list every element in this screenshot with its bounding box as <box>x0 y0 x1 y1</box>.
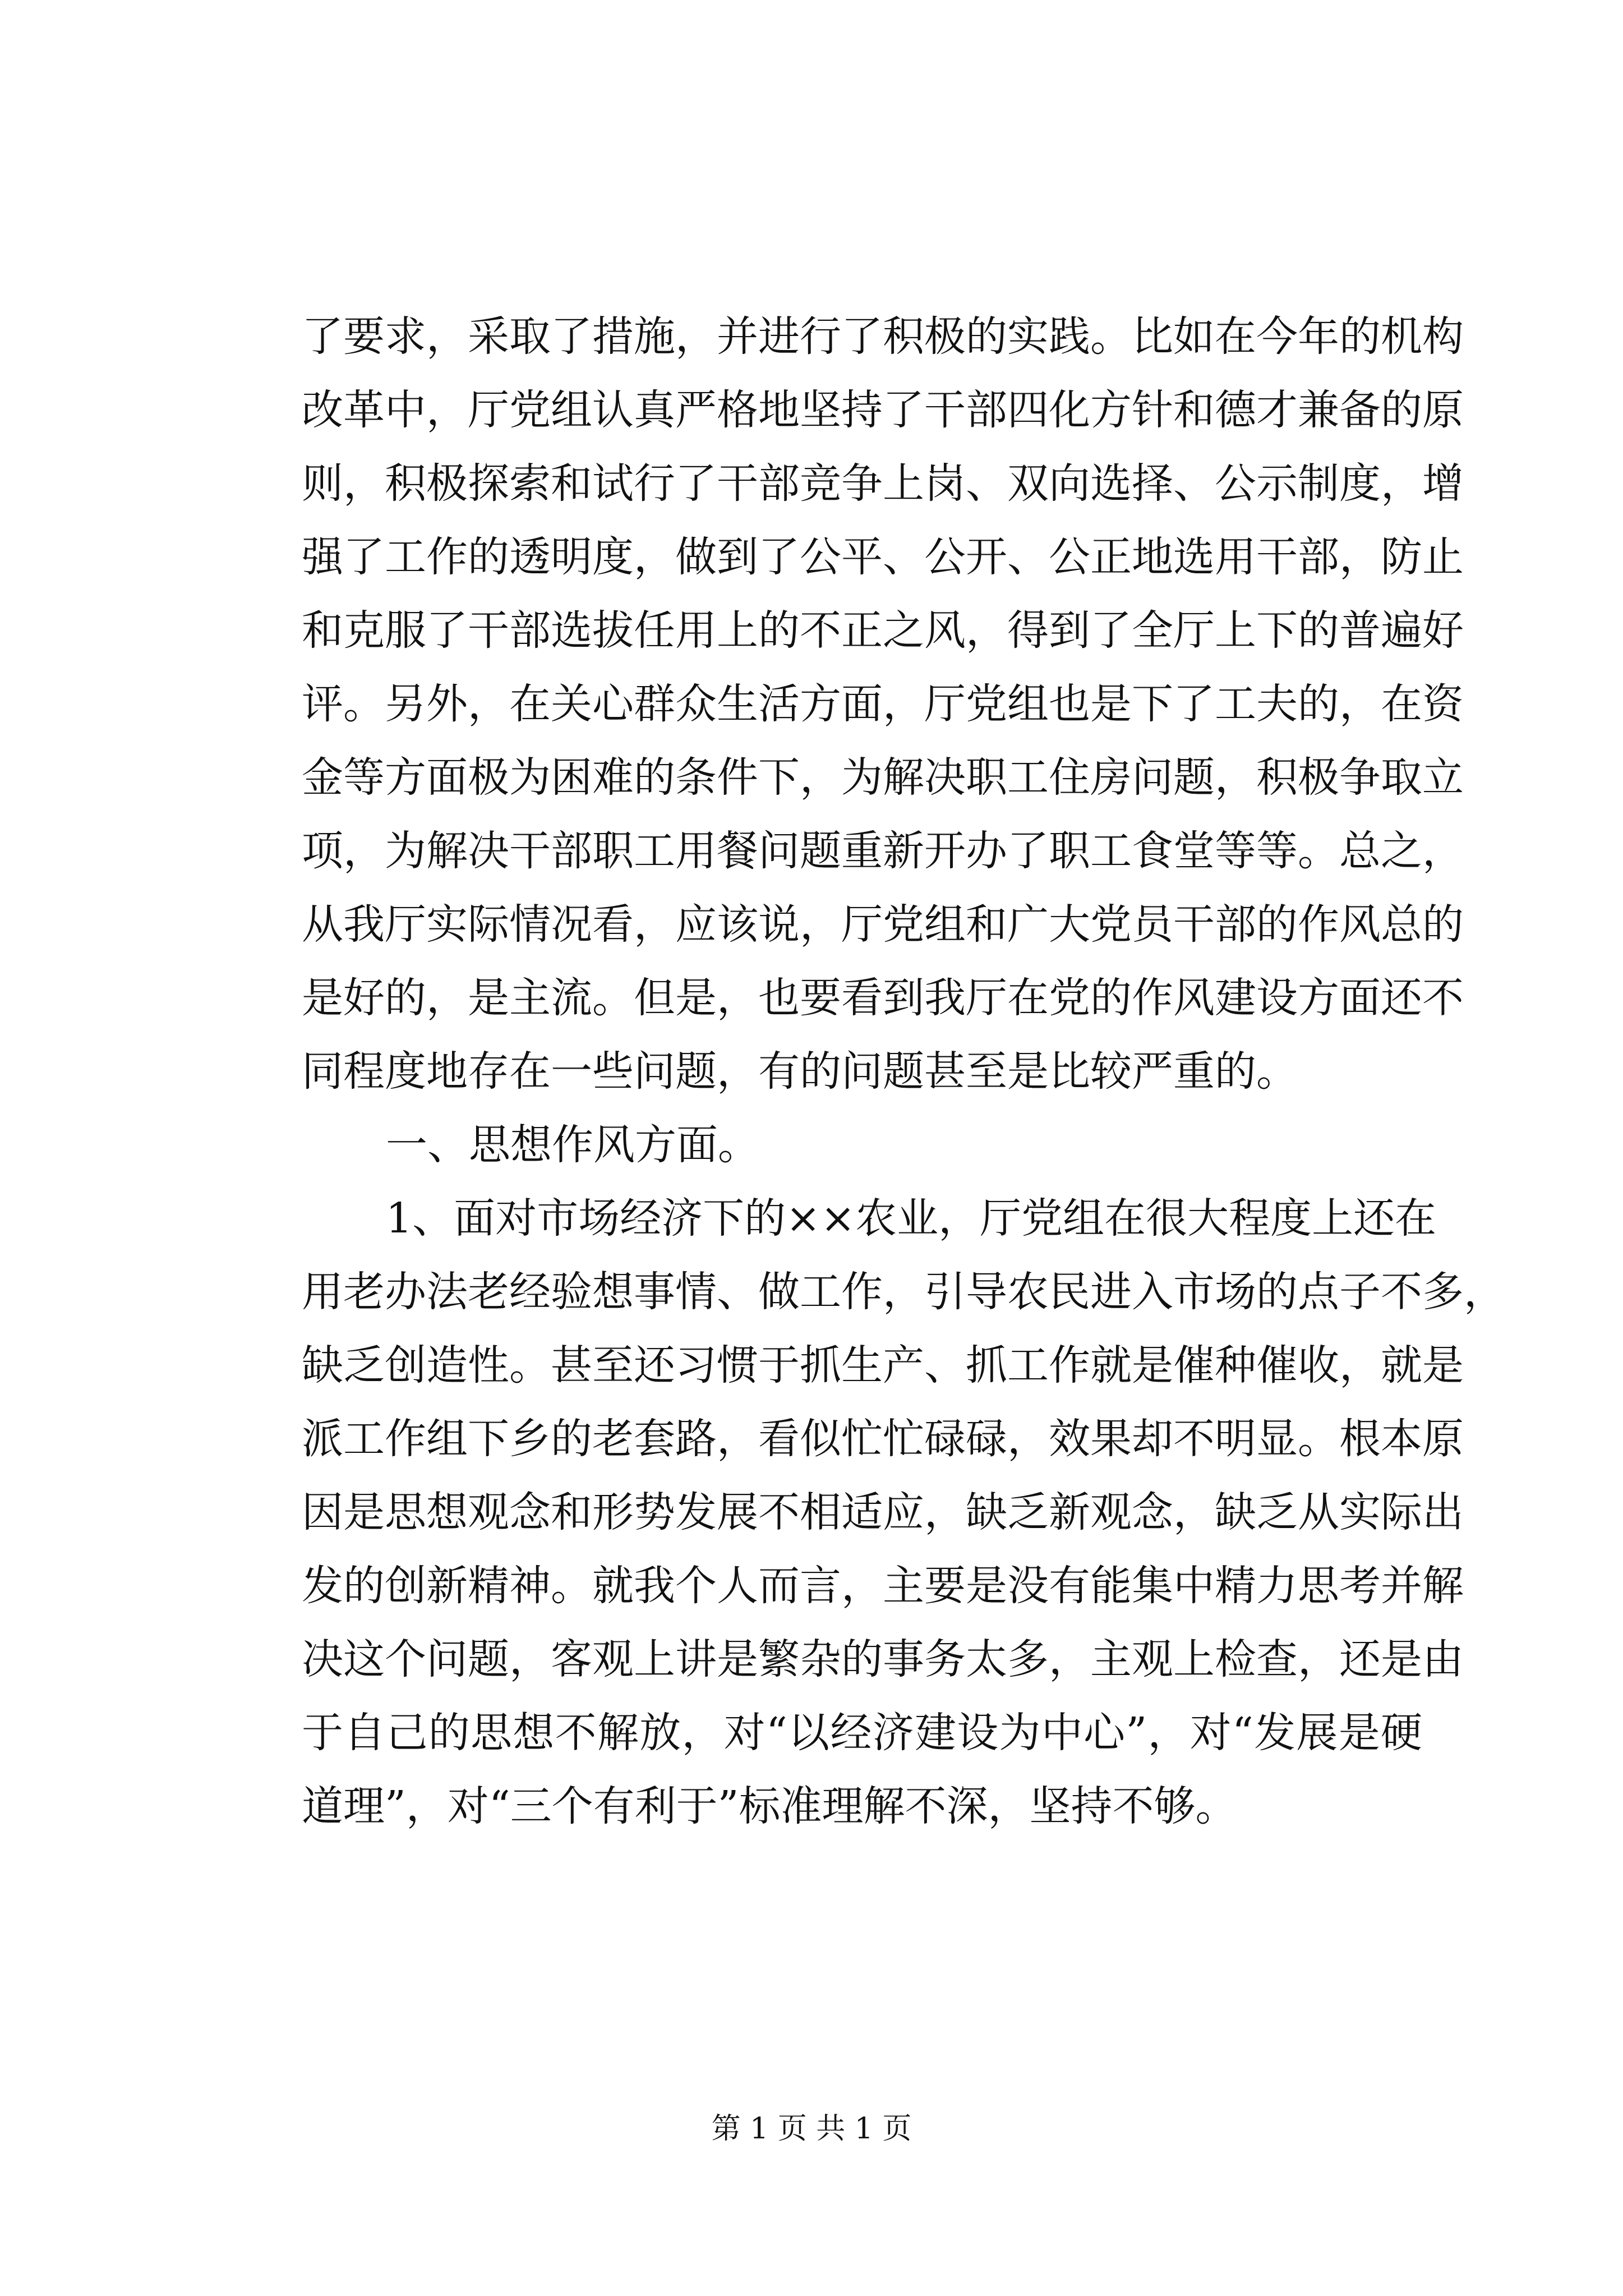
paragraph-line: 项，为解决干部职工用餐问题重新开办了职工食堂等等。总之， <box>302 827 1464 875</box>
document-body <box>302 300 1505 1843</box>
paragraph-line: 改革中，厅党组认真严格地坚持了干部四化方针和德才兼备的原 <box>302 386 1464 434</box>
paragraph-line: 派工作组下乡的老套路，看似忙忙碌碌，效果却不明显。根本原 <box>302 1415 1464 1463</box>
paragraph-line: 道理”，对“三个有利于”标准理解不深，坚持不够。 <box>302 1782 1237 1830</box>
paragraph-line: 同程度地存在一些问题，有的问题甚至是比较严重的。 <box>302 1047 1298 1096</box>
paragraph-line: 了要求，采取了措施，并进行了积极的实践。比如在今年的机构 <box>302 312 1464 361</box>
paragraph-line: 强了工作的透明度，做到了公平、公开、公正地选用干部，防止 <box>302 533 1464 581</box>
paragraph-line: 缺乏创造性。甚至还习惯于抓生产、抓工作就是催种催收，就是 <box>302 1341 1464 1389</box>
paragraph-line: 从我厅实际情况看，应该说，厅党组和广大党员干部的作风总的 <box>302 900 1464 949</box>
paragraph-line: 和克服了干部选拔任用上的不正之风，得到了全厅上下的普遍好 <box>302 606 1464 655</box>
paragraph-line: 因是思想观念和形势发展不相适应，缺乏新观念，缺乏从实际出 <box>302 1488 1464 1536</box>
paragraph-line: 决这个问题，客观上讲是繁杂的事务太多，主观上检查，还是由 <box>302 1635 1464 1683</box>
paragraph-line: 用老办法老经验想事情、做工作，引导农民进入市场的点子不多， <box>302 1268 1505 1316</box>
paragraph-line: 是好的，是主流。但是，也要看到我厅在党的作风建设方面还不 <box>302 974 1464 1022</box>
section-heading: 一、思想作风方面。 <box>386 1121 759 1169</box>
page-number-label: 第 1 页 共 1 页 <box>711 2112 912 2146</box>
paragraph-line: 于自己的思想不解放，对“以经济建设为中心”，对“发展是硬 <box>302 1709 1422 1757</box>
paragraph-line: 发的创新精神。就我个人而言，主要是没有能集中精力思考并解 <box>302 1562 1464 1610</box>
paragraph-line: 1、面对市场经济下的××农业，厅党组在很大程度上还在 <box>386 1194 1437 1243</box>
paragraph-line: 金等方面极为困难的条件下，为解决职工住房问题，积极争取立 <box>302 753 1464 802</box>
paragraph-line: 评。另外，在关心群众生活方面，厅党组也是下了工夫的，在资 <box>302 680 1464 728</box>
page-footer <box>0 2109 1623 2148</box>
paragraph-line: 则，积极探索和试行了干部竞争上岗、双向选择、公示制度，增 <box>302 459 1464 508</box>
